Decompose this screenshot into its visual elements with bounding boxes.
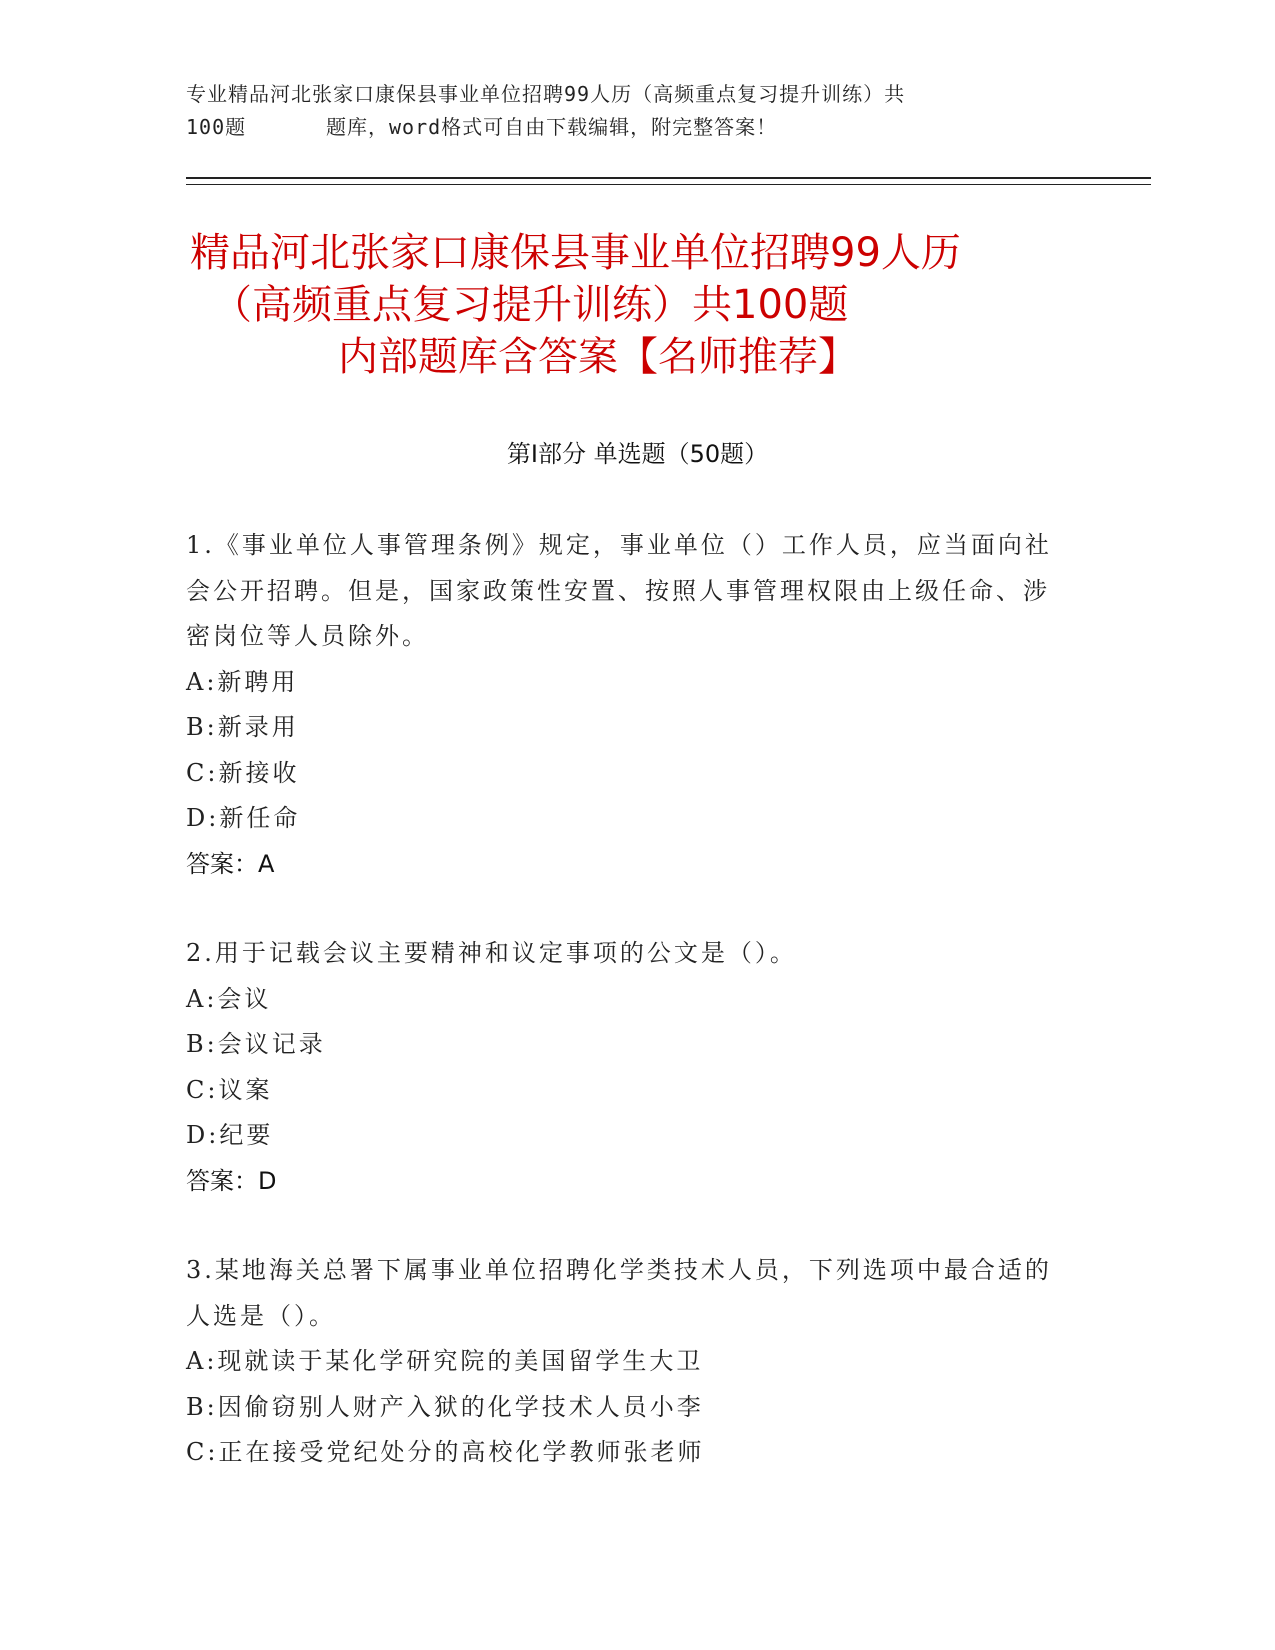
header-divider-thin: [186, 184, 1151, 185]
section-heading: 第I部分 单选题（50题）: [506, 440, 769, 468]
question-2: [186, 931, 1066, 1204]
option-c: C:新接收: [186, 758, 300, 787]
option-a: A:现就读于某化学研究院的美国留学生大卫: [186, 1347, 704, 1375]
document-title-line-1: 精品河北张家口康保县事业单位招聘99人历: [190, 230, 961, 276]
question-3: [186, 1248, 1066, 1476]
question-text: 2.用于记载会议主要精神和议定事项的公文是（）。: [186, 939, 797, 967]
header-count: 100题: [186, 115, 247, 139]
option-a: A:新聘用: [186, 667, 299, 696]
document-title-line-3: 内部题库含答案【名师推荐】: [338, 334, 858, 380]
question-text: 1.《事业单位人事管理条例》规定，事业单位（）工作人员，应当面向社会公开招聘。但是，国家政策性安置、按照人事管理权限由上级任命、涉密岗位等人员除外。: [186, 531, 1052, 650]
option-b: B:会议记录: [186, 1030, 326, 1058]
question-1: [186, 523, 1066, 887]
header-description: 题库，word格式可自由下载编辑，附完整答案！: [326, 115, 778, 139]
question-text: 3.某地海关总署下属事业单位招聘化学类技术人员，下列选项中最合适的人选是（）。: [186, 1256, 1052, 1330]
option-d: D:新任命: [186, 804, 301, 832]
header-title-line: 专业精品河北张家口康保县事业单位招聘99人历（高频重点复习提升训练）共: [186, 82, 906, 106]
document-title-line-2: （高频重点复习提升训练）共100题: [212, 282, 849, 328]
option-b: B:新录用: [186, 713, 299, 741]
option-d: D:纪要: [186, 1121, 274, 1149]
option-a: A:会议: [186, 984, 272, 1013]
header-divider-thick: [186, 177, 1151, 179]
option-b: B:因偷窃别人财产入狱的化学技术人员小李: [186, 1392, 704, 1421]
option-c: C:正在接受党纪处分的高校化学教师张老师: [186, 1438, 705, 1466]
option-c: C:议案: [186, 1075, 273, 1104]
answer: 答案：A: [186, 849, 275, 878]
answer: 答案：D: [186, 1166, 277, 1195]
